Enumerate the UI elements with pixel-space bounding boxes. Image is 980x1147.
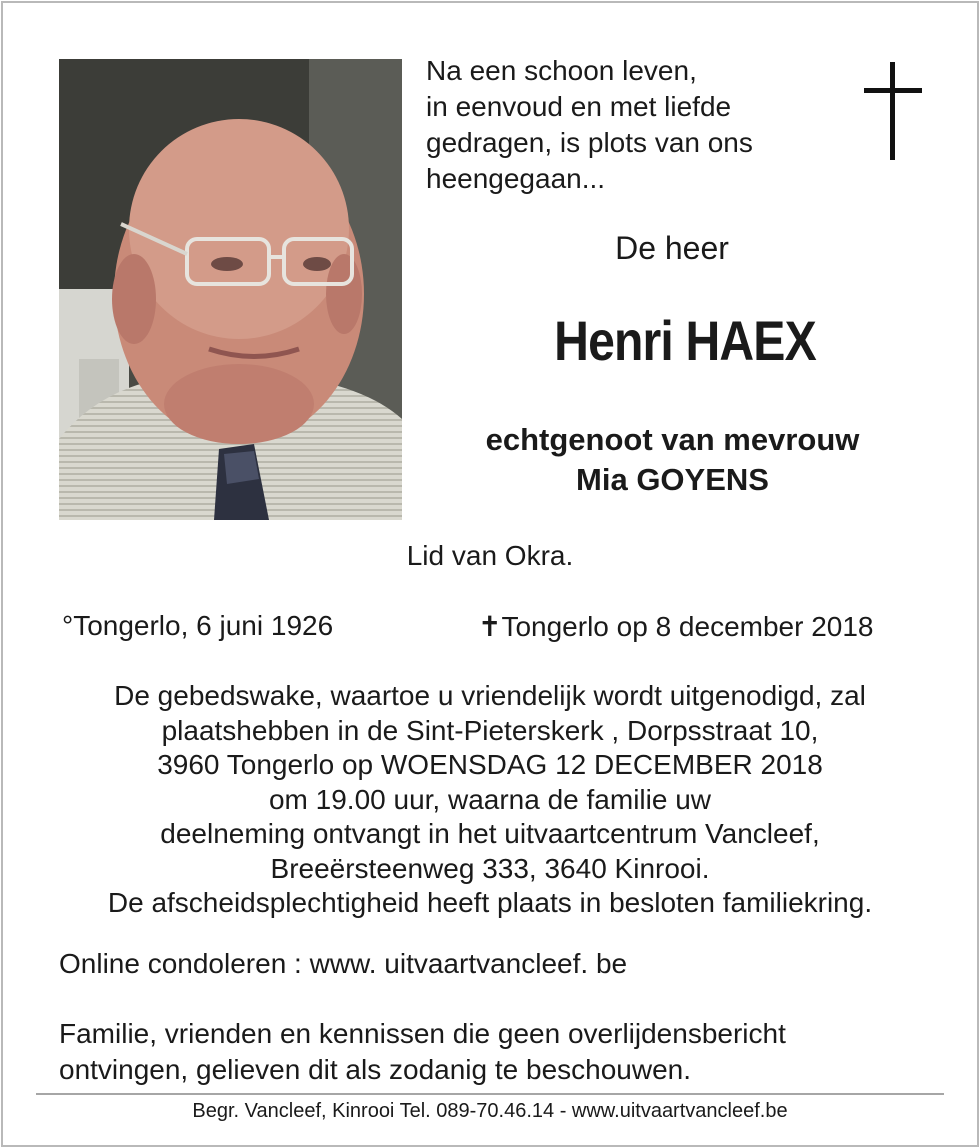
footer-credits: Begr. Vancleef, Kinrooi Tel. 089-70.46.14 - www.uitvaartvancleef.be — [192, 1100, 788, 1122]
membership: Lid van Okra. — [406, 540, 574, 571]
ceremony-line: Breeërsteenweg 333, 3640 Kinrooi. — [270, 852, 710, 884]
notice-line: Familie, vrienden en kennissen die geen overlijdensbericht — [59, 1018, 786, 1049]
ceremony-line: De afscheidsplechtigheid heeft plaats in besloten familiekring. — [107, 887, 873, 918]
spouse-name: Mia GOYENS — [576, 462, 769, 497]
ceremony-line: De gebedswake, waartoe u vriendelijk wordt uitgenodigd, zal — [114, 680, 866, 711]
deceased-name: Henri HAEX — [554, 309, 816, 372]
ceremony-line: 3960 Tongerlo op WOENSDAG 12 DECEMBER 2018 — [157, 749, 823, 780]
portrait-photo — [59, 59, 402, 520]
spouse-block — [430, 420, 915, 500]
birth-info: °Tongerlo, 6 juni 1926 — [62, 610, 334, 641]
intro-line: heengegaan... — [426, 163, 606, 194]
ceremony-text — [40, 679, 940, 921]
ceremony-line: om 19.00 uur, waarna de familie uw — [268, 783, 712, 815]
intro-line: in eenvoud en met liefde — [426, 91, 732, 122]
cross-icon — [864, 62, 922, 160]
ceremony-line: plaatshebben in de Sint-Pieterskerk , Dorpsstraat 10, — [161, 714, 819, 746]
intro-line: Na een schoon leven, — [426, 55, 697, 86]
spouse-relation: echtgenoot van mevrouw — [485, 422, 860, 457]
intro-text — [426, 53, 826, 197]
salutation: De heer — [615, 230, 729, 266]
notice-text — [59, 1016, 786, 1088]
footer-divider — [36, 1093, 944, 1095]
intro-line: gedragen, is plots van ons — [426, 127, 753, 158]
online-condolence: Online condoleren : www. uitvaartvancleef. be — [59, 948, 628, 979]
notice-line: ontvingen, gelieven dit als zodanig te beschouwen. — [59, 1054, 691, 1085]
death-info: ✝Tongerlo op 8 december 2018 — [478, 611, 874, 642]
ceremony-line: deelneming ontvangt in het uitvaartcentrum Vancleef, — [160, 818, 820, 849]
